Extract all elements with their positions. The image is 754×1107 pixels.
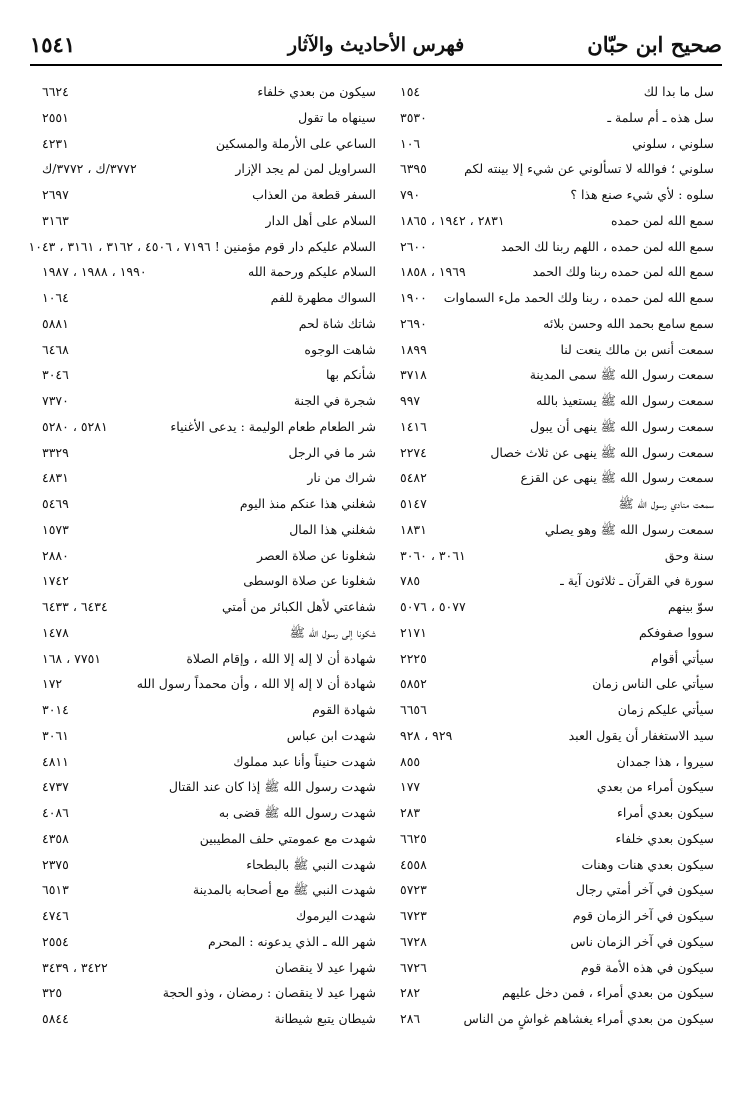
entry-text: شهدت اليرموك <box>296 908 376 923</box>
index-entry <box>28 236 376 262</box>
index-entry <box>42 467 376 493</box>
index-entry <box>42 184 376 210</box>
entry-text: شأنكم بها <box>325 367 376 383</box>
entry-text: شهرا عيد لا ينقصان <box>275 959 376 975</box>
index-entry <box>380 339 714 365</box>
index-entry <box>380 957 714 983</box>
index-entry <box>380 416 714 442</box>
index-entry <box>42 339 376 365</box>
header-rule <box>30 64 722 66</box>
entry-text: سمعت منادي رسول الله ﷺ <box>618 496 714 511</box>
entry-text: شكونا إلى رسول الله ﷺ <box>289 624 376 640</box>
entry-text: شهدت مع عمومتي حلف المطيبين <box>199 830 376 846</box>
entry-text: شغلونا عن صلاة الوسطى <box>243 573 376 589</box>
entry-text: سيكون بعدي خلفاء <box>615 830 714 846</box>
index-entry <box>380 751 714 777</box>
entry-reference: ٣٠٤٦ <box>42 367 69 383</box>
index-entry <box>380 210 714 236</box>
entry-reference: ١٤٧٨ <box>42 624 69 640</box>
entry-reference: ٣٣٢٩ <box>42 444 69 460</box>
entry-reference: ٣٠٦١ <box>42 727 69 743</box>
entry-reference: ٣٠١٤ <box>42 702 69 717</box>
entry-text: شر ما في الرجل <box>288 444 376 460</box>
entry-reference: ٢٣٧٥ <box>42 856 69 872</box>
index-entry <box>380 725 714 751</box>
index-entry <box>380 287 714 313</box>
index-entry <box>42 802 376 828</box>
index-entry <box>42 313 376 339</box>
entry-text: سلوني ؛ فوالله لا تسألوني عن شيء إلا بينته لكم <box>464 161 714 177</box>
entry-reference: ١٧٧ <box>400 779 421 795</box>
entry-text: سيروا ، هذا جمدان <box>616 753 714 769</box>
entry-reference: ٨٥٥ <box>400 753 421 769</box>
entry-reference: ٧٩٠ <box>400 187 421 202</box>
index-entry <box>42 133 376 159</box>
entry-reference: ١٧٢ <box>42 676 63 692</box>
entry-text: سمعت رسول الله ﷺ وهو يصلي <box>544 521 714 537</box>
entry-reference: ٢٢٢٥ <box>400 650 427 666</box>
index-entry <box>42 81 376 107</box>
entry-reference: ٩٢٩ ، ٩٢٨ <box>400 727 453 743</box>
index-entry <box>42 648 376 674</box>
left-column <box>28 81 376 1034</box>
index-entry <box>42 416 376 442</box>
entry-reference: ٣٥٣٠ <box>400 109 427 125</box>
index-entry <box>380 982 714 1008</box>
index-entry <box>380 184 714 210</box>
entry-text: شيطان يتبع شيطانة <box>274 1011 376 1026</box>
entry-text: سل ما بدا لك <box>643 84 714 99</box>
entry-text: سمعت أنس بن مالك ينعت لنا <box>560 341 714 357</box>
entry-text: سيكون من بعدي أمراء ، فمن دخل عليهم <box>501 985 714 1001</box>
index-entry <box>380 364 714 390</box>
index-entry <box>42 261 376 287</box>
index-entry <box>380 776 714 802</box>
index-entry <box>42 364 376 390</box>
index-entry <box>380 570 714 596</box>
index-entry <box>42 107 376 133</box>
entry-text: سمعت رسول الله ﷺ ينهى عن القزع <box>520 470 714 486</box>
entry-reference: ١٠٦ <box>400 135 421 151</box>
entry-text: شهدت النبي ﷺ مع أصحابه بالمدينة <box>192 882 376 898</box>
index-entry <box>42 699 376 725</box>
index-entry <box>380 931 714 957</box>
entry-text: سل هذه ـ أم سلمة ـ <box>607 109 714 125</box>
index-entry <box>380 467 714 493</box>
entry-text: سيكون في هذه الأمة قوم <box>581 959 714 975</box>
index-entry <box>42 622 376 648</box>
index-entry <box>42 570 376 596</box>
entry-reference: ٦٤٦٨ <box>42 341 69 357</box>
entry-reference: ٤٣٥٨ <box>42 830 69 846</box>
entry-reference: ٦٦٢٤ <box>42 84 69 99</box>
index-entry <box>380 442 714 468</box>
index-entry <box>380 905 714 931</box>
entry-text: سلوني ، سلوني <box>632 135 714 151</box>
entry-text: شغلونا عن صلاة العصر <box>257 547 376 563</box>
index-entry <box>380 261 714 287</box>
entry-reference: ٤٨١١ <box>42 753 69 769</box>
entry-reference: ٤٥٥٨ <box>400 856 427 872</box>
right-column <box>380 81 714 1034</box>
entry-text: شهرا عيد لا ينقصان : رمضان ، وذو الحجة <box>162 985 376 1001</box>
index-entry <box>380 107 714 133</box>
entry-text: شهادة القوم <box>312 702 376 717</box>
entry-reference: ٢٨٨٠ <box>42 547 69 563</box>
index-entry <box>380 519 714 545</box>
entry-reference: ٦٥١٣ <box>42 882 69 898</box>
index-entry <box>42 776 376 802</box>
entry-text: سمع سامع بحمد الله وحسن بلائه <box>543 315 714 331</box>
index-entry <box>42 442 376 468</box>
entry-text: سمعت رسول الله ﷺ يستعيذ بالله <box>536 393 714 408</box>
index-entry <box>42 158 376 184</box>
index-entry <box>380 854 714 880</box>
entry-reference: ٧٣٧٠ <box>42 393 69 408</box>
entry-reference: ٣٠٦١ ، ٣٠٦٠ <box>400 547 466 563</box>
entry-reference: ٦٦٥٦ <box>400 702 427 717</box>
entry-text: شهر الله ـ الذي يدعونه : المحرم <box>208 933 376 949</box>
entry-text: شهدت ابن عباس <box>286 727 376 743</box>
entry-reference: ٦٤٣٤ ، ٦٤٣٣ <box>42 599 108 614</box>
entry-text: سيكون من بعدي أمراء يغشاهم غواشٍ من الناس <box>463 1011 714 1026</box>
index-entry <box>42 725 376 751</box>
entry-reference: ٢٨٣١ ، ١٩٤٢ ، ١٨٦٥ <box>400 212 505 228</box>
index-entry <box>380 545 714 571</box>
index-entry <box>42 596 376 622</box>
entry-reference: ١٨٩٩ <box>400 341 427 357</box>
entry-reference: ٥١٤٧ <box>400 496 427 511</box>
entry-text: شغلني هذا عنكم منذ اليوم <box>239 496 376 511</box>
index-entry <box>380 622 714 648</box>
entry-reference: ٢٨٣ <box>400 805 421 820</box>
entry-reference: ٤٨٣١ <box>42 470 69 486</box>
entry-reference: ٢٨٢ <box>400 985 421 1001</box>
entry-text: السلام على أهل الدار <box>265 212 376 228</box>
entry-reference: ٥٨٥٢ <box>400 676 427 692</box>
entry-reference: ١٩٦٩ ، ١٨٥٨ <box>400 264 466 280</box>
entry-reference: ٢٦٩٠ <box>400 315 427 331</box>
entry-reference: ٣٢٥ <box>42 985 63 1001</box>
entry-reference: ٢١٧١ <box>400 624 427 640</box>
entry-text: شهدت رسول الله ﷺ قضى به <box>218 805 376 820</box>
entry-reference: ٢٨٦ <box>400 1011 421 1026</box>
index-entry <box>42 210 376 236</box>
index-entry <box>42 390 376 416</box>
entry-text: سيكون في آخر أمتي رجال <box>575 882 714 898</box>
entry-reference: ٥٤٨٢ <box>400 470 427 486</box>
entry-reference: ٥٤٦٩ <box>42 496 69 511</box>
entry-reference: ٢٥٥٤ <box>42 933 69 949</box>
entry-text: سيكون بعدي هنات وهنات <box>581 856 714 872</box>
entry-text: سيأتي أقوام <box>650 650 714 666</box>
entry-text: الساعي على الأرملة والمسكين <box>215 135 376 151</box>
page-number: ١٥٤١ <box>30 32 76 57</box>
index-entry <box>42 545 376 571</box>
index-entry <box>380 81 714 107</box>
entry-reference: ١٤١٦ <box>400 418 427 434</box>
entry-reference: ٢٦٠٠ <box>400 238 427 254</box>
entry-reference: ٤٧٣٧ <box>42 779 69 795</box>
index-entry <box>42 982 376 1008</box>
page-header <box>30 28 722 64</box>
entry-text: شراك من نار <box>307 470 376 486</box>
entry-reference: ١٧٤٢ <box>42 573 69 589</box>
entry-reference: ٣٧١٨ <box>400 367 427 383</box>
entry-text: سمعت رسول الله ﷺ ينهى أن يبول <box>530 418 714 434</box>
index-entry <box>380 493 714 519</box>
index-entry <box>380 133 714 159</box>
index-entry <box>380 390 714 416</box>
entry-text: سوّ بينهم <box>667 599 714 614</box>
entry-text: شفاعتي لأهل الكبائر من أمتي <box>221 599 376 614</box>
entry-reference: ٥٠٧٧ ، ٥٠٧٦ <box>400 599 466 614</box>
entry-text: سيأتي على الناس زمان <box>592 676 714 692</box>
entry-reference: ٦٧٢٣ <box>400 908 427 923</box>
index-entry <box>42 957 376 983</box>
entry-reference: ١٨٣١ <box>400 521 427 537</box>
index-title: فهرس الأحاديث والآثار <box>287 34 465 56</box>
index-entry <box>380 313 714 339</box>
entry-reference: ٣٤٢٢ ، ٣٤٣٩ <box>42 959 108 975</box>
entry-text: شاتك شاة لحم <box>298 315 376 331</box>
index-entry <box>42 905 376 931</box>
entry-reference: ٧٨٥ <box>400 573 421 589</box>
entry-text: سيكون بعدي أمراء <box>616 805 714 820</box>
entry-reference: ٥٨٨١ <box>42 315 69 331</box>
index-entry <box>380 828 714 854</box>
entry-text: سمع الله لمن حمده ، اللهم ربنا لك الحمد <box>501 238 714 254</box>
entry-reference: ١٠٦٤ <box>42 290 69 305</box>
entry-reference: ١٥٤ <box>400 84 421 99</box>
entry-text: سمعت رسول الله ﷺ ينهى عن ثلاث خصال <box>490 444 714 460</box>
entry-text: سيكون في آخر الزمان ناس <box>570 933 714 949</box>
entry-reference: ١٩٠٠ <box>400 290 427 305</box>
entry-text: سيكون في آخر الزمان قوم <box>572 908 714 923</box>
index-entry <box>42 493 376 519</box>
entry-reference: ٥٢٨١ ، ٥٢٨٠ <box>42 418 108 434</box>
entry-text: سمع الله لمن حمده <box>610 212 714 228</box>
entry-text: السلام عليكم دار قوم مؤمنين ! ٧١٩٦ ، ٤٥٠٦ ، ٣١٦٢ ، ٣١٦١ ، ١٠٤٣ <box>28 238 376 254</box>
entry-text: شهدت حنيناً وأنا عبد مملوك <box>233 753 376 769</box>
index-entry <box>380 699 714 725</box>
entry-text: سمع الله لمن حمده ، ربنا ولك الحمد ملء السماوات <box>443 290 714 305</box>
entry-text: شغلني هذا المال <box>289 521 376 537</box>
index-entry <box>42 854 376 880</box>
entry-text: شر الطعام طعام الوليمة : يدعى الأغنياء <box>170 418 376 434</box>
entry-reference: ٧٧٥١ ، ١٦٨ <box>42 650 101 666</box>
index-entry <box>380 236 714 262</box>
index-entry <box>42 879 376 905</box>
book-title: صحيح ابن حبّان <box>587 32 722 57</box>
entry-reference: ٥٨٤٤ <box>42 1011 69 1026</box>
entry-text: شهادة أن لا إله إلا الله ، وإقام الصلاة <box>186 650 376 666</box>
entry-reference: ٥٧٢٣ <box>400 882 427 898</box>
entry-reference: ٣٧٧٢/ك ، ٣٧٧٢/ك <box>42 161 137 177</box>
entry-text: السواك مطهرة للفم <box>270 290 376 305</box>
index-entry <box>380 802 714 828</box>
entry-reference: ٩٩٧ <box>400 393 421 408</box>
entry-text: سلوه : لأي شيء صنع هذا ؟ <box>570 187 714 202</box>
entry-text: شهادة أن لا إله إلا الله ، وأن محمداً رسول الله <box>136 676 376 692</box>
entry-reference: ٢٥٥١ <box>42 109 69 125</box>
entry-reference: ٤٢٣١ <box>42 135 69 151</box>
entry-text: شهدت النبي ﷺ بالبطحاء <box>246 856 376 872</box>
entry-text: سمع الله لمن حمده ربنا ولك الحمد <box>532 264 714 280</box>
entry-text: سيكون من بعدي خلفاء <box>257 84 376 99</box>
entry-reference: ١٥٧٣ <box>42 521 69 537</box>
entry-text: السفر قطعة من العذاب <box>252 187 376 202</box>
index-entry <box>380 648 714 674</box>
index-entry <box>42 287 376 313</box>
index-entry <box>42 1008 376 1034</box>
index-entry <box>42 751 376 777</box>
entry-reference: ٣١٦٣ <box>42 212 69 228</box>
index-entry <box>380 1008 714 1034</box>
entry-text: سمعت رسول الله ﷺ سمى المدينة <box>529 367 714 383</box>
index-entry <box>380 673 714 699</box>
entry-reference: ٦٧٢٦ <box>400 959 427 975</box>
entry-text: السراويل لمن لم يجد الإزار <box>235 161 376 177</box>
index-entry <box>380 879 714 905</box>
entry-text: سنة وحق <box>664 547 714 563</box>
entry-reference: ٦٦٢٥ <box>400 830 427 846</box>
index-entry <box>42 931 376 957</box>
entry-reference: ٦٧٢٨ <box>400 933 427 949</box>
entry-text: سورة في القرآن ـ ثلاثون آية ـ <box>560 573 714 589</box>
index-entry <box>42 673 376 699</box>
entry-text: السلام عليكم ورحمة الله <box>248 264 376 280</box>
entry-text: سيد الاستغفار أن يقول العبد <box>568 727 714 743</box>
entry-reference: ٢٦٩٧ <box>42 187 69 202</box>
entry-text: شجرة في الجنة <box>293 393 376 408</box>
index-entry <box>42 828 376 854</box>
index-entry <box>380 596 714 622</box>
entry-reference: ٢٢٧٤ <box>400 444 427 460</box>
entry-text: شاهت الوجوه <box>304 341 376 357</box>
entry-reference: ٤٧٤٦ <box>42 908 69 923</box>
entry-text: سينهاه ما تقول <box>298 109 376 125</box>
entry-reference: ٤٠٨٦ <box>42 805 69 820</box>
entry-text: سيكون أمراء من بعدي <box>596 779 714 795</box>
entry-text: شهدت رسول الله ﷺ إذا كان عند القتال <box>168 779 376 795</box>
index-entry <box>42 519 376 545</box>
entry-reference: ١٩٩٠ ، ١٩٨٨ ، ١٩٨٧ <box>42 264 147 280</box>
entry-text: سووا صفوفكم <box>638 624 714 640</box>
index-entry <box>380 158 714 184</box>
entry-reference: ٦٣٩٥ <box>400 161 427 177</box>
entry-text: سيأتي عليكم زمان <box>617 702 714 717</box>
